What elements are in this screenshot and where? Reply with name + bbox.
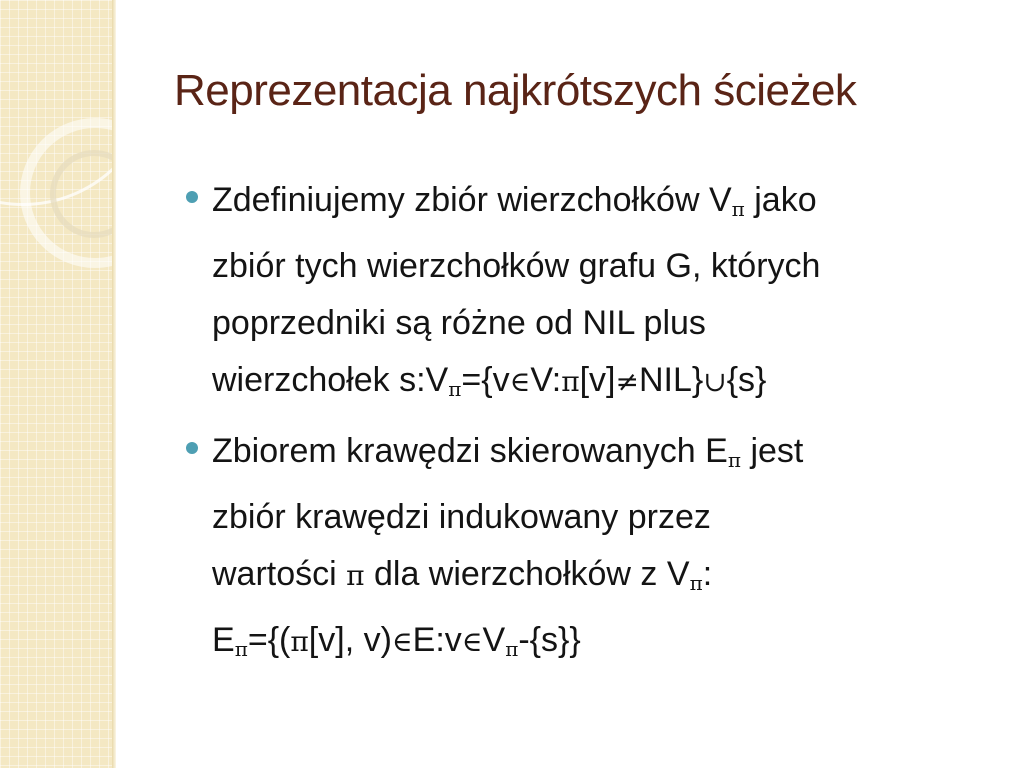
text-run: V: [530, 361, 562, 399]
text-run: poprzedniki są różne od NIL plus [212, 304, 706, 342]
bullet-item [186, 172, 1006, 418]
text-run: ={v [461, 361, 510, 399]
pi-subscript: π [731, 197, 745, 221]
text-run: wartości [212, 555, 347, 593]
text-run: {s} [726, 361, 767, 399]
bullet-line [212, 612, 1006, 678]
slide-title: Reprezentacja najkrótszych ścieżek [174, 66, 857, 115]
pi-symbol: π [561, 365, 580, 398]
element-of-symbol: ∈ [391, 625, 413, 658]
union-symbol: ∪ [703, 365, 727, 398]
pi-symbol: π [290, 625, 309, 658]
text-run: NIL} [638, 361, 704, 399]
not-equal-symbol: ≠ [615, 365, 639, 398]
pi-subscript: π [727, 448, 741, 472]
decorative-side-panel [0, 0, 112, 768]
bullet-line [212, 172, 1006, 238]
pi-symbol: π [346, 559, 365, 592]
text-run: wierzchołek s:V [212, 361, 449, 399]
text-run: E:v [412, 621, 462, 659]
bullet-line [212, 423, 1006, 489]
bullet-line [212, 295, 1006, 352]
pi-subscript: π [448, 377, 462, 401]
text-run: V [482, 621, 506, 659]
bullet-line [212, 546, 1006, 612]
text-run: jest [741, 432, 804, 470]
bullet-line [212, 489, 1006, 546]
text-run: jako [744, 181, 817, 219]
text-run: : [702, 555, 713, 593]
text-run: Zdefiniujemy zbiór wierzchołków V [212, 181, 732, 219]
text-run: [v], v) [308, 621, 392, 659]
bullet-line [212, 238, 1006, 295]
pi-subscript: π [234, 637, 248, 661]
bullet-item [186, 423, 1006, 678]
bullet-dot-icon [186, 442, 198, 454]
element-of-symbol: ∈ [509, 365, 531, 398]
slide-content [186, 172, 1006, 683]
text-run: E [212, 621, 235, 659]
text-run: -{s}} [518, 621, 581, 659]
text-run: [v] [579, 361, 616, 399]
text-run: zbiór tych wierzchołków grafu G, których [212, 247, 821, 285]
bullet-line [212, 352, 1006, 418]
pi-subscript: π [505, 637, 519, 661]
side-panel-edge [112, 0, 116, 768]
text-run: dla wierzchołków z V [364, 555, 690, 593]
element-of-symbol: ∈ [461, 625, 483, 658]
bullet-dot-icon [186, 191, 198, 203]
text-run: Zbiorem krawędzi skierowanych E [212, 432, 728, 470]
text-run: zbiór krawędzi indukowany przez [212, 498, 711, 536]
pi-subscript: π [689, 571, 703, 595]
text-run: ={( [247, 621, 291, 659]
